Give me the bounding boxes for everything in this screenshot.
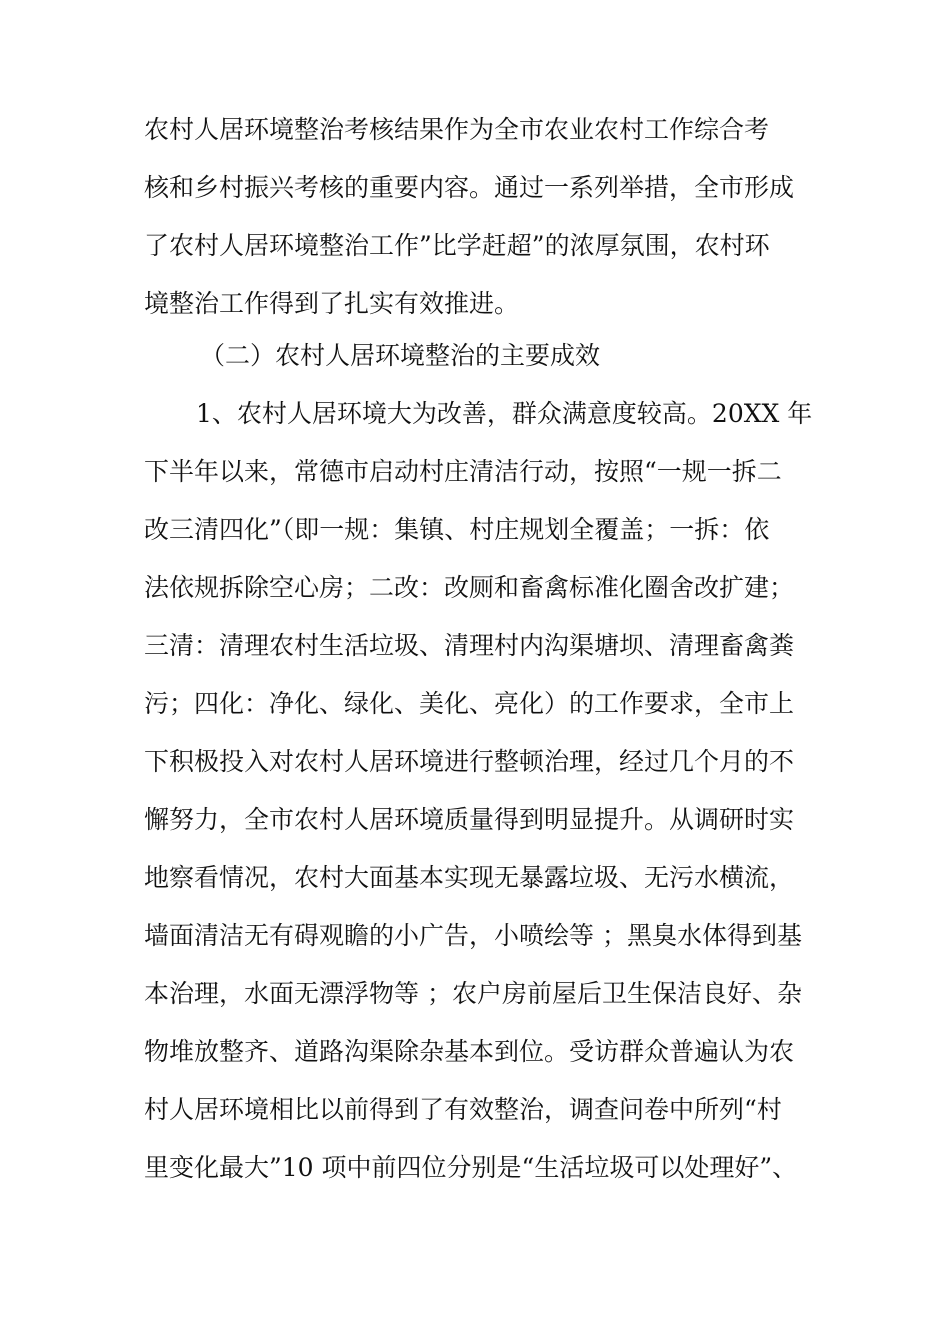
section-heading: （二）农村人居环境整治的主要成效 [200, 341, 601, 370]
paragraph-line: 地察看情况，农村大面基本实现无暴露垃圾、无污水横流， [144, 863, 795, 892]
paragraph-line: 里变化最大”10 项中前四位分别是“生活垃圾可以处理好”、 [144, 1153, 798, 1182]
paragraph-line: 村人居环境相比以前得到了有效整治，调查问卷中所列“村 [144, 1095, 782, 1124]
paragraph-line: 核和乡村振兴考核的重要内容。通过一系列举措，全市形成 [144, 173, 795, 202]
paragraph-line: 法依规拆除空心房；二改：改厕和畜禽标准化圈舍改扩建； [144, 573, 795, 602]
paragraph-line: 下积极投入对农村人居环境进行整顿治理，经过几个月的不 [144, 747, 795, 776]
paragraph-line: 物堆放整齐、道路沟渠除杂基本到位。受访群众普遍认为农 [144, 1037, 795, 1066]
paragraph-line: 本治理，水面无漂浮物等 ；农户房前屋后卫生保洁良好、杂 [144, 979, 802, 1008]
paragraph-line: 墙面清洁无有碍观瞻的小广告，小喷绘等 ；黑臭水体得到基 [144, 921, 802, 950]
paragraph-line: 改三清四化”（即一规：集镇、村庄规划全覆盖；一拆：依 [144, 515, 770, 544]
paragraph-line: 三清：清理农村生活垃圾、清理村内沟渠塘坝、清理畜禽粪 [144, 631, 795, 660]
paragraph-line: 下半年以来，常德市启动村庄清洁行动，按照“一规一拆二 [144, 457, 782, 486]
paragraph-line: 污；四化：净化、绿化、美化、亮化）的工作要求，全市上 [144, 689, 795, 718]
paragraph-line: 了农村人居环境整治工作”比学赶超”的浓厚氛围，农村环 [144, 231, 770, 260]
paragraph-line: 农村人居环境整治考核结果作为全市农业农村工作综合考 [144, 115, 770, 144]
paragraph-first-line: 1、农村人居环境大为改善，群众满意度较高。20XX 年 [196, 399, 813, 428]
paragraph-line: 懈努力，全市农村人居环境质量得到明显提升。从调研时实 [144, 805, 795, 834]
paragraph-line: 境整治工作得到了扎实有效推进。 [144, 289, 520, 318]
